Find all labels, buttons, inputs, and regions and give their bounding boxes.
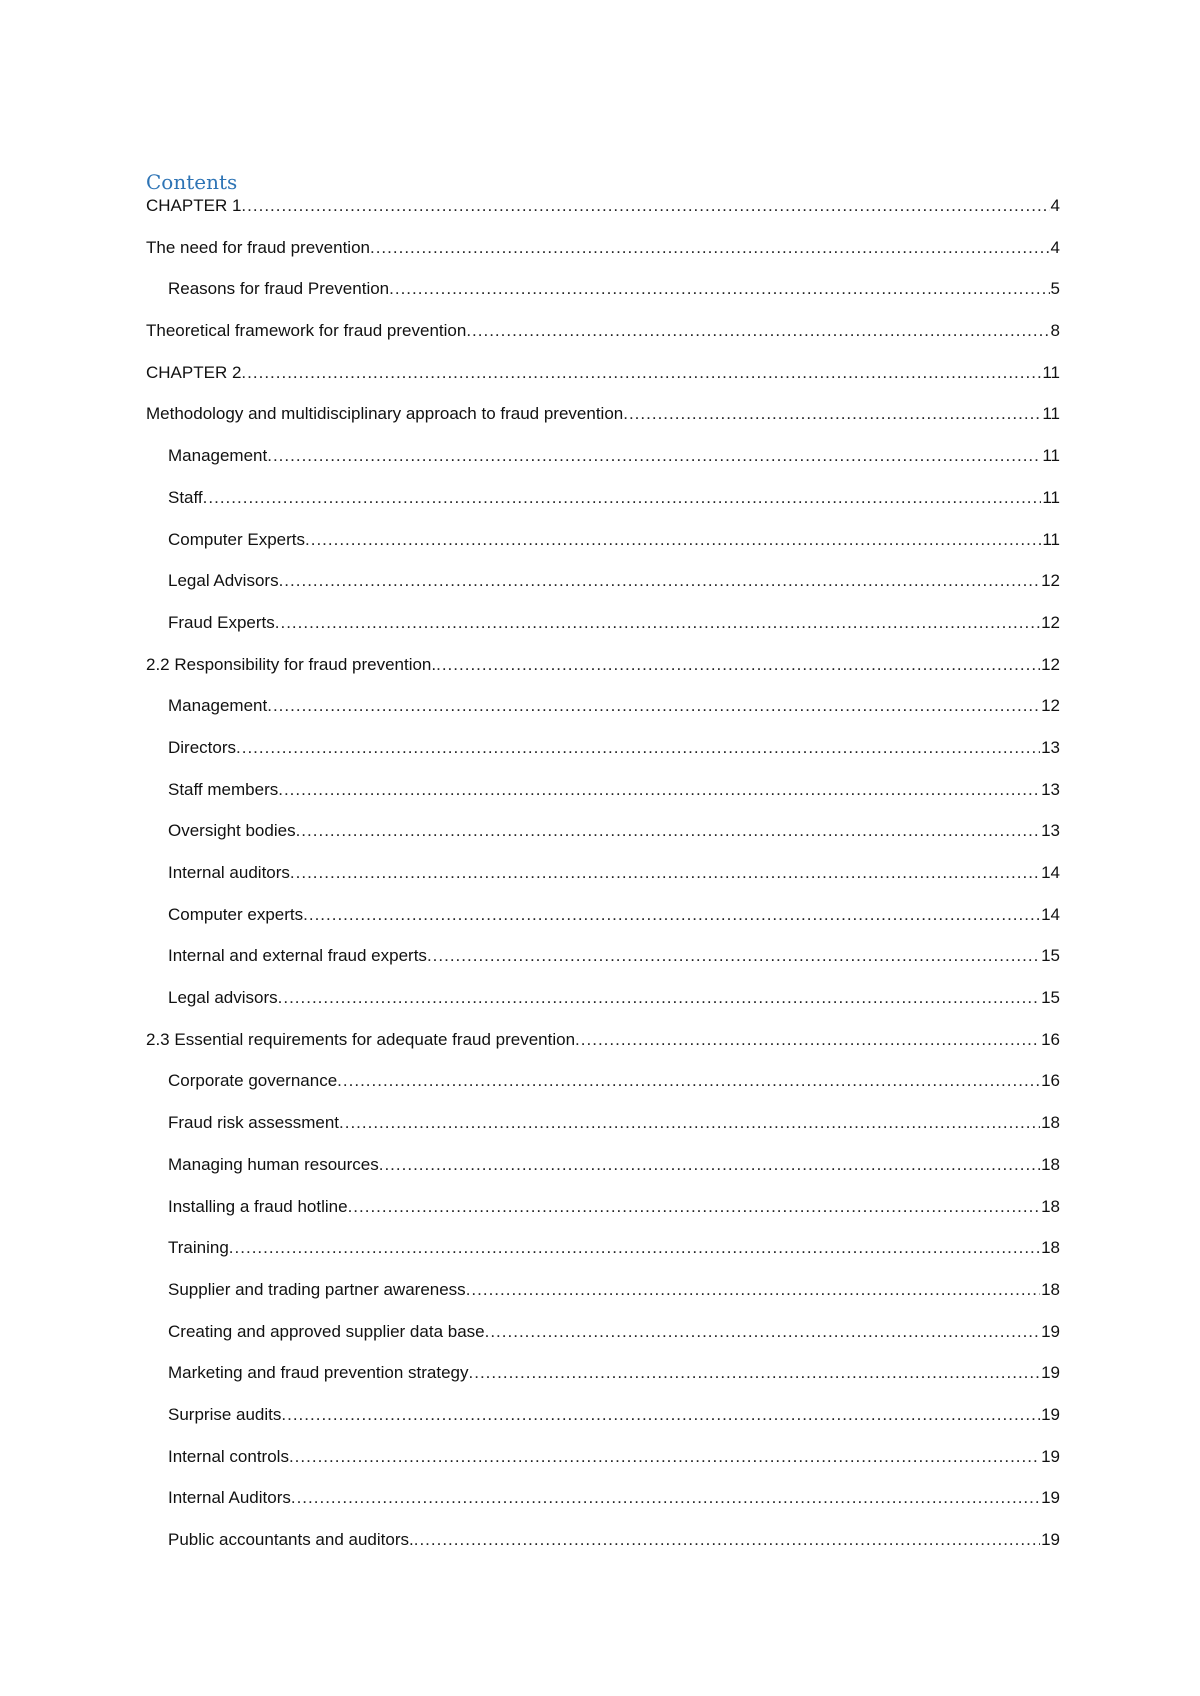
toc-dot-leader [389,279,1049,299]
toc-dot-leader [291,1488,1040,1508]
toc-dot-leader [290,863,1040,883]
toc-entry-label[interactable]: Computer experts [168,904,304,924]
toc-entry[interactable] [146,488,1060,530]
toc-entry-page-number[interactable]: 19 [1041,1321,1060,1341]
toc-entry[interactable] [146,1530,1060,1572]
toc-dot-leader [267,696,1040,716]
toc-entry-page-number[interactable]: 13 [1041,779,1060,799]
toc-entry-page-number[interactable]: 18 [1041,1154,1060,1174]
toc-entry-label[interactable]: Staff members [168,779,279,799]
toc-dot-leader [289,1447,1040,1467]
toc-dot-leader [575,1030,1040,1050]
toc-entry-page-number[interactable]: 13 [1041,821,1060,841]
toc-entry[interactable] [146,530,1060,572]
toc-entry-page-number[interactable]: 11 [1042,362,1060,382]
toc-entry[interactable] [146,1113,1060,1155]
toc-entry-label[interactable]: The need for fraud prevention [146,237,370,257]
toc-entry-label[interactable]: CHAPTER 2 [146,362,242,382]
toc-entry-page-number[interactable]: 18 [1041,1113,1060,1133]
toc-dot-leader [305,530,1041,550]
toc-entry-label[interactable]: Corporate governance [168,1071,338,1091]
toc-entry[interactable] [146,238,1060,280]
toc-entry-page-number[interactable]: 19 [1041,1363,1060,1383]
toc-entry-page-number[interactable]: 11 [1042,446,1060,466]
toc-heading: Contents [146,170,238,194]
toc-entry[interactable] [146,946,1060,988]
toc-entry-list [146,196,1060,1572]
toc-dot-leader [485,1322,1040,1342]
toc-entry-page-number[interactable]: 8 [1050,321,1060,341]
toc-entry-label[interactable]: Internal Auditors [168,1488,291,1508]
toc-entry[interactable] [146,571,1060,613]
toc-entry[interactable] [146,738,1060,780]
toc-entry[interactable] [146,404,1060,446]
toc-entry-page-number[interactable]: 12 [1041,696,1060,716]
toc-dot-leader [466,1280,1040,1300]
toc-dot-leader [278,780,1040,800]
toc-entry-page-number[interactable]: 11 [1042,487,1060,507]
toc-dot-leader [241,363,1041,383]
table-of-contents [146,168,1060,1572]
toc-entry-page-number[interactable]: 12 [1041,612,1060,632]
toc-dot-leader [279,571,1041,591]
toc-entry-page-number[interactable]: 15 [1041,946,1060,966]
toc-dot-leader [337,1071,1040,1091]
toc-entry[interactable] [146,905,1060,947]
toc-dot-leader [236,738,1040,758]
toc-entry[interactable] [146,1488,1060,1530]
toc-dot-leader [281,1405,1040,1425]
toc-entry[interactable] [146,1030,1060,1072]
toc-entry-page-number[interactable]: 18 [1041,1196,1060,1216]
toc-entry-page-number[interactable]: 12 [1041,571,1060,591]
toc-dot-leader [379,1155,1040,1175]
toc-entry-label[interactable]: Training [168,1238,229,1258]
toc-entry-page-number[interactable]: 11 [1042,529,1060,549]
toc-dot-leader [427,946,1040,966]
toc-entry[interactable] [146,1322,1060,1364]
toc-entry-label[interactable]: Computer Experts [168,529,305,549]
toc-entry-label[interactable]: Oversight bodies [168,821,296,841]
toc-entry-page-number[interactable]: 19 [1041,1488,1060,1508]
toc-entry-label[interactable]: Creating and approved supplier data base [168,1321,485,1341]
toc-dot-leader [469,1363,1041,1383]
toc-entry[interactable] [146,1280,1060,1322]
toc-entry-page-number[interactable]: 14 [1041,863,1060,882]
toc-entry-label[interactable]: Management [168,446,268,466]
toc-entry-label[interactable]: Methodology and multidisciplinary approach to fraud prevention [146,404,624,424]
toc-dot-leader [623,404,1041,424]
toc-entry-label[interactable]: Supplier and trading partner awareness [168,1279,466,1299]
toc-entry-page-number[interactable]: 11 [1042,404,1060,424]
toc-entry-page-number[interactable]: 15 [1041,988,1060,1008]
toc-entry-label[interactable]: Legal Advisors [168,571,279,591]
toc-entry-page-number[interactable]: 4 [1050,196,1060,215]
toc-entry-label[interactable]: Theoretical framework for fraud prevention [146,321,467,341]
toc-entry-page-number[interactable]: 19 [1041,1404,1060,1424]
toc-entry-label[interactable]: 2.2 Responsibility for fraud prevention. [146,654,437,674]
toc-entry-page-number[interactable]: 18 [1041,1279,1060,1299]
toc-entry[interactable] [146,363,1060,405]
toc-entry[interactable] [146,1071,1060,1113]
toc-entry-label[interactable]: Managing human resources [168,1154,379,1174]
toc-entry-label[interactable]: Fraud Experts [168,612,275,632]
toc-entry[interactable] [146,196,1060,238]
toc-entry-page-number[interactable]: 14 [1041,904,1060,924]
toc-entry[interactable] [146,821,1060,863]
toc-entry-label[interactable]: Fraud risk assessment [168,1113,339,1133]
toc-entry[interactable] [146,446,1060,488]
toc-dot-leader [278,988,1040,1008]
toc-entry[interactable] [146,1363,1060,1405]
toc-entry-label[interactable]: Internal controls [168,1446,289,1466]
toc-entry[interactable] [146,863,1060,905]
toc-entry[interactable] [146,655,1060,697]
toc-dot-leader [241,196,1049,216]
toc-dot-leader [229,1238,1040,1258]
toc-entry-page-number[interactable]: 18 [1041,1238,1060,1258]
toc-entry-page-number[interactable]: 12 [1041,654,1060,674]
toc-entry-label[interactable]: CHAPTER 1 [146,196,242,215]
toc-entry[interactable] [146,1405,1060,1447]
toc-entry-label[interactable]: Staff [168,487,203,507]
toc-dot-leader [267,446,1041,466]
toc-entry-label[interactable]: Public accountants and auditors. [168,1530,414,1549]
toc-entry-label[interactable]: Legal advisors [168,988,278,1008]
toc-entry-label[interactable]: 2.3 Essential requirements for adequate fraud prevention [146,1029,576,1049]
toc-entry-label[interactable]: Management [168,696,268,716]
toc-entry-label[interactable]: Directors [168,737,237,757]
toc-entry[interactable] [146,279,1060,321]
toc-dot-leader [414,1530,1040,1550]
toc-entry-label[interactable]: Internal auditors [168,863,290,882]
toc-entry[interactable] [146,696,1060,738]
toc-entry[interactable] [146,1155,1060,1197]
toc-dot-leader [466,321,1049,341]
toc-dot-leader [370,238,1050,258]
toc-entry-page-number[interactable]: 19 [1041,1446,1060,1466]
toc-dot-leader [275,613,1040,633]
toc-entry-label[interactable]: Marketing and fraud prevention strategy [168,1363,469,1383]
toc-entry-label[interactable]: Reasons for fraud Prevention [168,279,390,299]
toc-entry[interactable] [146,1197,1060,1239]
toc-entry[interactable] [146,988,1060,1030]
toc-entry-page-number[interactable]: 19 [1041,1530,1060,1549]
toc-entry-page-number[interactable]: 4 [1050,237,1060,257]
toc-dot-leader [303,905,1040,925]
toc-entry-label[interactable]: Surprise audits [168,1404,282,1424]
toc-dot-leader [339,1113,1040,1133]
toc-dot-leader [348,1197,1041,1217]
toc-entry[interactable] [146,1238,1060,1280]
toc-entry-label[interactable]: Internal and external fraud experts [168,946,427,966]
toc-dot-leader [296,821,1041,841]
toc-entry[interactable] [146,613,1060,655]
toc-entry-page-number[interactable]: 16 [1041,1029,1060,1049]
toc-entry-page-number[interactable]: 5 [1050,279,1060,299]
toc-entry-label[interactable]: Installing a fraud hotline [168,1196,348,1216]
toc-entry-page-number[interactable]: 16 [1041,1071,1060,1091]
toc-entry[interactable] [146,780,1060,822]
toc-dot-leader [436,655,1040,675]
toc-entry[interactable] [146,321,1060,363]
toc-entry[interactable] [146,1447,1060,1489]
toc-dot-leader [203,488,1042,508]
toc-entry-page-number[interactable]: 13 [1041,737,1060,757]
